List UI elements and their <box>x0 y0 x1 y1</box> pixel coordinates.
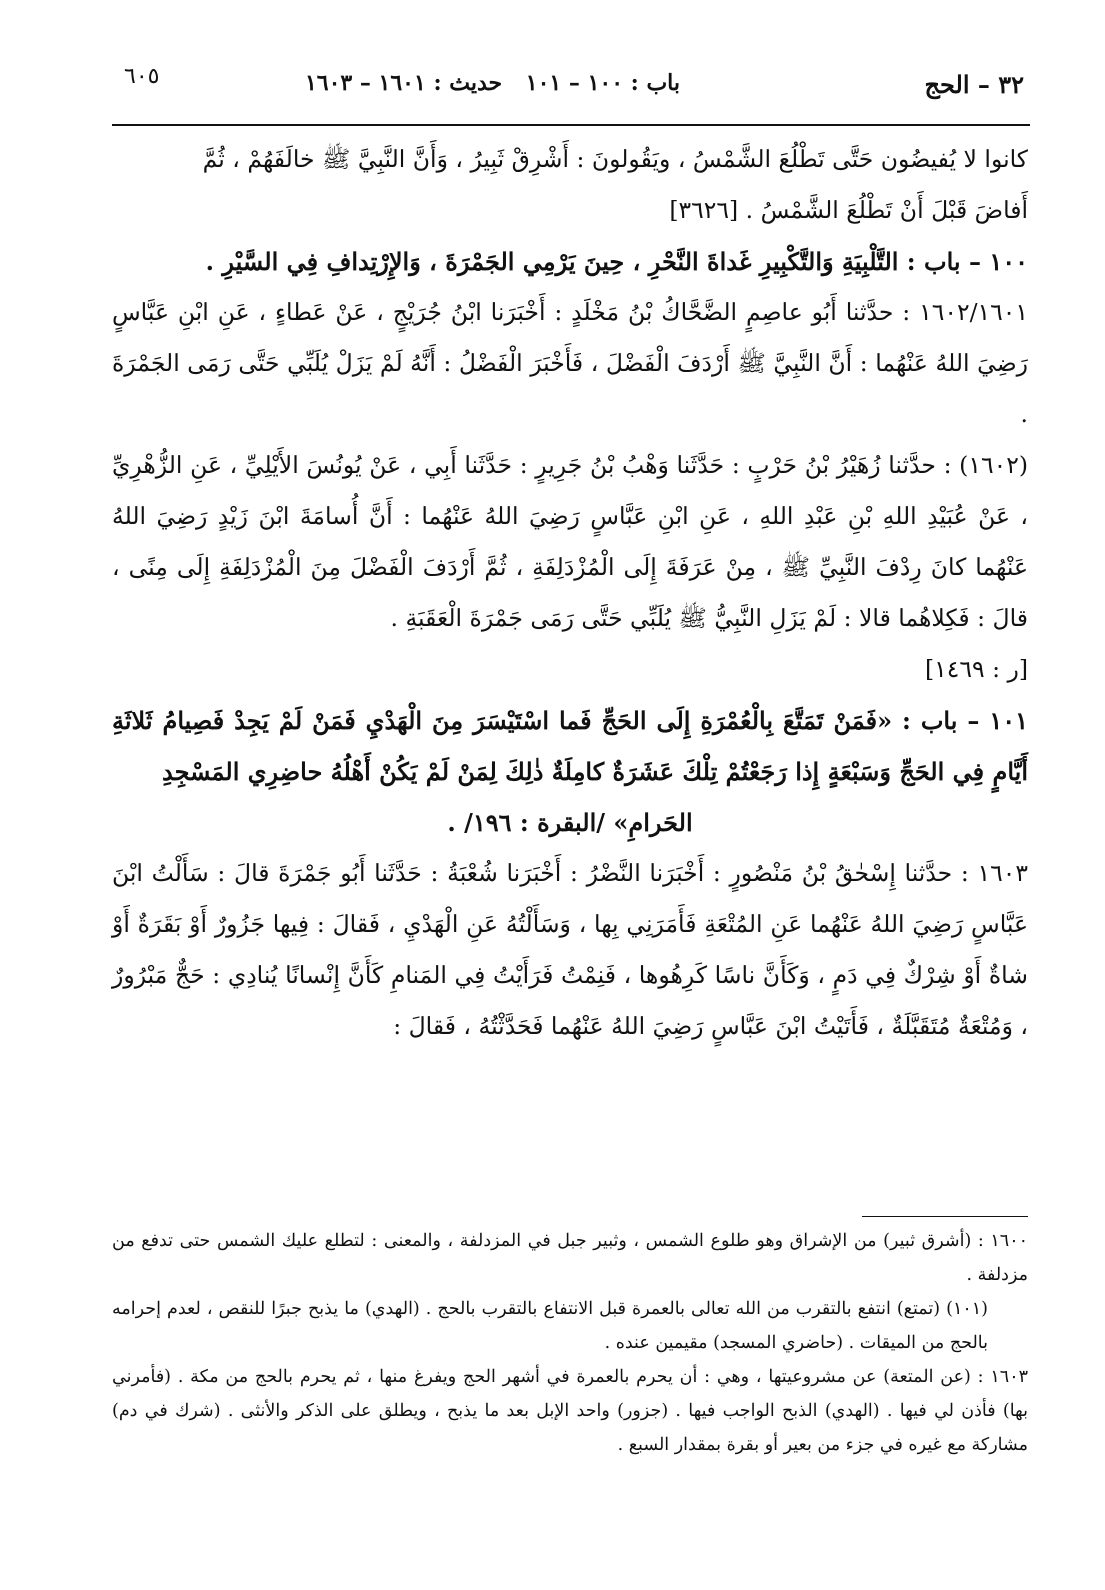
footnote-divider <box>862 1216 1028 1217</box>
hadith-reference: حديث : ١٦٠١ – ١٦٠٣ <box>304 70 503 96</box>
running-header <box>112 62 1028 118</box>
footnote-1600: ١٦٠٠ : (أشرق ثبير) من الإشراق وهو طلوع الشمس ، وثبير جبل في المزدلفة ، والمعنى : لتطلع عليك الشمس حتى تدفع من مزدلفة . <box>112 1231 1028 1285</box>
hadith-1603: ١٦٠٣ : حدَّثنا إِسْحٰقُ بْنُ مَنْصُورٍ : أَخْبَرَنا النَّضْرُ : أَخْبَرَنا شُعْبَةُ : حَدَّثَنا أَبُو جَمْرَةَ قالَ : سَأَلْتُ ابْنَ عَبَّاسٍ رَضِيَ اللهُ عَنْهُما عَنِ المُتْعَةِ فَأَمَرَنِي بِها ، وَسَأَلْتُهُ عَنِ الْهَدْيِ ، فَقالَ : فِيها جَزُورٌ أَوْ بَقَرَةٌ أَوْ شاةٌ أَوْ شِرْكٌ فِي دَمٍ ، وَكَأَنَّ ناسًا كَرِهُوها ، فَنِمْتُ فَرَأَيْتُ فِي المَنامِ كَأَنَّ إِنْسانًا يُنادِي : حَجٌّ مَبْرُورٌ ، وَمُتْعَةٌ مُتَقَبَّلَةٌ ، فَأَتَيْتُ ابْنَ عَبَّاسٍ رَضِيَ اللهُ عَنْهُما فَحَدَّثْتُهُ ، فَقالَ : <box>112 859 1028 1040</box>
header-divider <box>112 124 1030 126</box>
chapter-title: ٣٢ – الحج <box>924 70 1024 99</box>
hadith-1601: ١٦٠٢/١٦٠١ : حدَّثنا أَبُو عاصِمٍ الضَّحَّاكُ بْنُ مَخْلَدٍ : أَخْبَرَنا ابْنُ جُرَيْجٍ ، عَنْ عَطاءٍ ، عَنِ ابْنِ عَبَّاسٍ رَضِيَ اللهُ عَنْهُما : أَنَّ النَّبِيَّ ﷺ أَرْدَفَ الْفَضْلَ ، فَأَخْبَرَ الْفَضْلُ : أَنَّهُ لَمْ يَزَلْ يُلَبِّي حَتَّى رَمَى الجَمْرَةَ . <box>112 298 1028 428</box>
footnote-1603: ١٦٠٣ : (عن المتعة) عن مشروعيتها ، وهي : أن يحرم بالعمرة في أشهر الحج ويفرغ منها ، ثم يحرم بالحج من مكة . (فأمرني بها) فأذن لي فيها . (الهدي) الذبح الواجب فيها . (جزور) واحد الإبل بعد ما يذبح ، ويطلق على الذكر والأنثى . (شرك في دم) مشاركة مع غيره في جزء من بعير أو بقرة بمقدار السبع . <box>112 1367 1028 1455</box>
page-number: ٦٠٥ <box>124 64 160 89</box>
chapter-heading-101-end: الحَرامِ» /البقرة : ١٩٦/ . <box>447 808 693 837</box>
main-text <box>112 134 1028 1052</box>
section-hadith-reference <box>289 70 680 96</box>
hadith-1602: (١٦٠٢) : حدَّثنا زُهَيْرُ بْنُ حَرْبٍ : حَدَّثَنا وَهْبُ بْنُ جَرِيرٍ : حَدَّثَنا أَبِي ، عَنْ يُونُسَ الأَيْلِيِّ ، عَنِ الزُّهْرِيِّ ، عَنْ عُبَيْدِ اللهِ بْنِ عَبْدِ اللهِ ، عَنِ ابْنِ عَبَّاسٍ رَضِيَ اللهُ عَنْهُما : أَنَّ أُسامَةَ ابْنَ زَيْدٍ رَضِيَ اللهُ عَنْهُما كانَ رِدْفَ النَّبِيِّ ﷺ ، مِنْ عَرَفَةَ إِلَى الْمُزْدَلِفَةِ ، ثُمَّ أَرْدَفَ الْفَضْلَ مِنَ الْمُزْدَلِفَةِ إِلَى مِنًى ، قالَ : فَكِلاهُما قالا : لَمْ يَزَلِ النَّبِيُّ ﷺ يُلَبِّي حَتَّى رَمَى جَمْرَةَ الْعَقَبَةِ . <box>112 451 1028 632</box>
footnote-101: (١٠١) (تمتع) انتفع بالتقرب من الله تعالى بالعمرة قبل الانتفاع بالتقرب بالحج . (الهدي) ما يذبح جبرًا للنقص ، لعدم إحرامه بالحج من الميقات . (حاضري المسجد) مقيمين عنده . <box>112 1299 988 1353</box>
chapter-heading-100: ١٠٠ – باب : التَّلْبِيَةِ وَالتَّكْبِيرِ غَداةَ النَّحْرِ ، حِينَ يَرْمِي الجَمْرَةَ ، وَالإِرْتِدافِ فِي السَّيْرِ . <box>205 247 1028 276</box>
continued-text-line-1: كانوا لا يُفيضُون حَتَّى تَطْلُعَ الشَّمْسُ ، ويَقُولونَ : أَشْرِقْ ثَبِيرُ ، وَأَنَّ النَّبِيَّ ﷺ خالَفَهُمْ ، ثُمَّ <box>202 145 1028 173</box>
cross-reference: [ر : ١٤٦٩] <box>924 655 1028 683</box>
chapter-heading-101: ١٠١ – باب : «فَمَنْ تَمَتَّعَ بِالْعُمْرَةِ إِلَى الحَجِّ فَما اسْتَيْسَرَ مِنَ الْهَدْيِ فَمَنْ لَمْ يَجِدْ فَصِيامُ ثَلاثَةِ أَيَّامٍ فِي الحَجِّ وَسَبْعَةٍ إِذا رَجَعْتُمْ تِلْكَ عَشَرَةٌ كامِلَةٌ ذٰلِكَ لِمَنْ لَمْ يَكُنْ أَهْلُهُ حاضِرِي المَسْجِدِ <box>112 706 1028 786</box>
section-reference: باب : ١٠٠ – ١٠١ <box>525 70 680 96</box>
continued-text-line-2: أَفاضَ قَبْلَ أَنْ تَطْلُعَ الشَّمْسُ . [٣٦٢٦] <box>669 196 1028 224</box>
footnotes <box>112 1224 1028 1462</box>
